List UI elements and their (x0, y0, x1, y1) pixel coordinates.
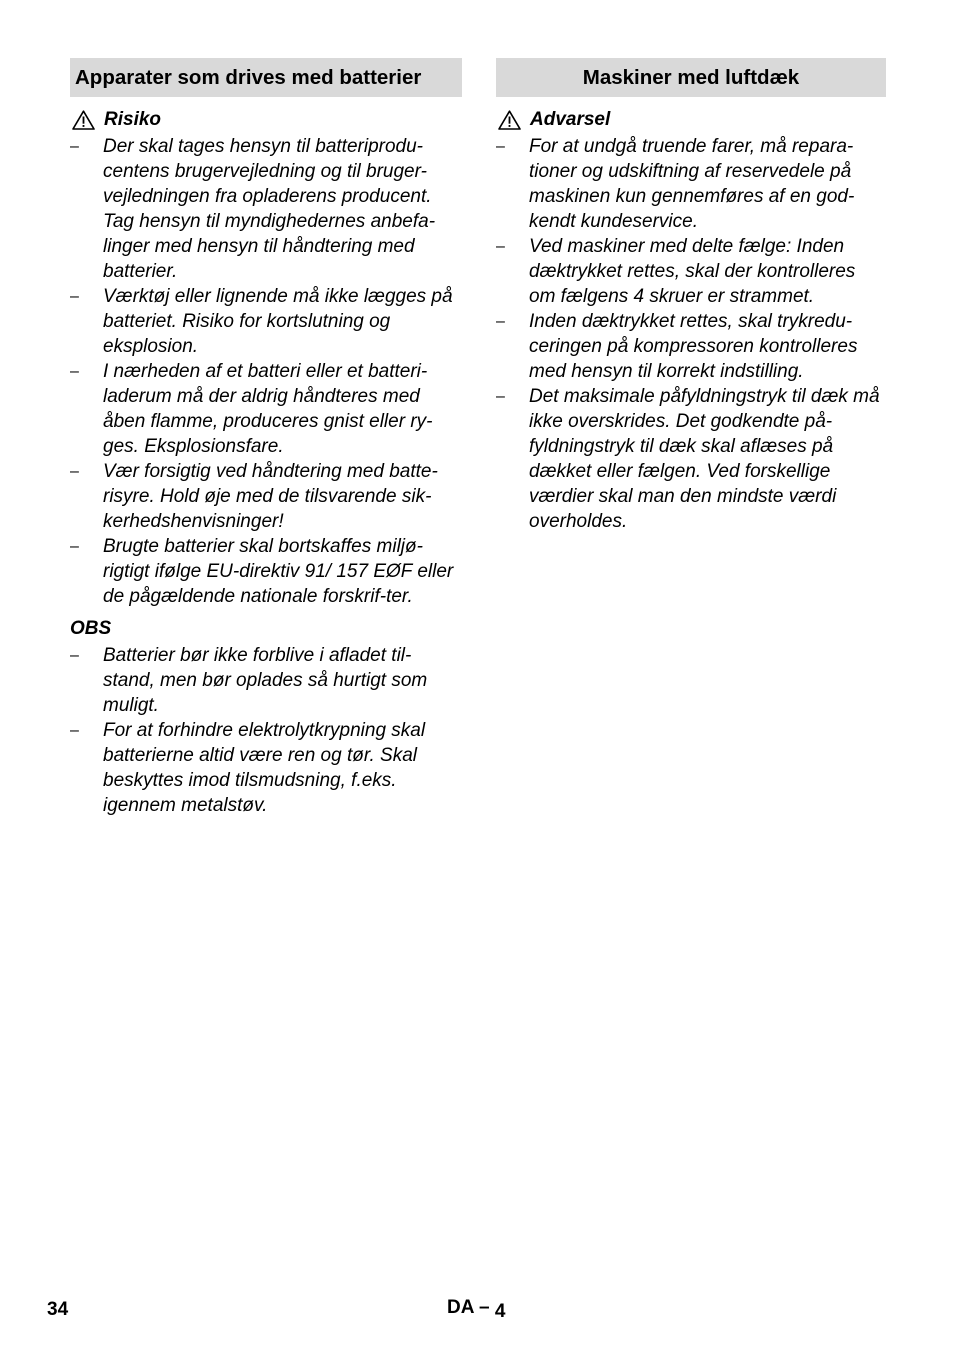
list-item (70, 643, 462, 718)
list-item (70, 534, 462, 609)
dash-bullet: – (70, 138, 79, 155)
left-column (70, 58, 462, 818)
list-item (70, 459, 462, 534)
list-item-text: Der skal tages hensyn til batteriprodu-centens brugervejledning og til bruger-vejledningen fra opladerens producent. Tag hensyn til myndighedernes anbefa-linger med hensyn til håndtering med batterier. (103, 136, 436, 282)
list-item (496, 134, 886, 234)
risk-label: Risiko (104, 109, 162, 130)
list-item-text: Batterier bør ikke forblive i afladet til-stand, men bør oplades så hurtigt som muligt. (103, 645, 428, 716)
warning-triangle-icon (72, 110, 95, 130)
dash-bullet: – (70, 288, 79, 305)
dash-bullet: – (496, 238, 505, 255)
list-item-text: Værktøj eller lignende må ikke lægges på batteriet. Risiko for kortslutning og eksplosion. (103, 286, 453, 357)
dash-bullet: – (70, 722, 79, 739)
risk-list (70, 134, 462, 609)
warning-triangle-icon (498, 110, 521, 130)
list-item (70, 359, 462, 459)
list-item (70, 718, 462, 818)
list-item (70, 134, 462, 284)
dash-bullet: – (70, 647, 79, 664)
dash-bullet: – (70, 538, 79, 555)
dash-bullet: – (70, 463, 79, 480)
section-page-number: 4 (494, 1301, 506, 1322)
risk-heading (70, 108, 462, 132)
section-heading-tyres: Maskiner med luftdæk (496, 58, 886, 97)
warning-label: Advarsel (530, 109, 611, 130)
list-item (496, 234, 886, 309)
list-item-text: Brugte batterier skal bortskaffes miljø-rigtigt ifølge EU-direktiv 91/ 157 EØF eller de pågældende nationale forskrif-ter. (103, 536, 454, 607)
obs-list (70, 643, 462, 818)
list-item (70, 284, 462, 359)
list-item (496, 384, 886, 534)
dash-bullet: – (70, 363, 79, 380)
dash-bullet: – (496, 388, 505, 405)
list-item-text: Inden dæktrykket rettes, skal trykredu-ceringen på kompressoren kontrolleres med hensyn til korrekt indstilling. (529, 311, 858, 382)
section-heading-batteries: Apparater som drives med batterier (70, 58, 462, 97)
obs-heading: OBS (70, 618, 112, 639)
list-item-text: Det maksimale påfyldningstryk til dæk må ikke overskrides. Det godkendte på-fyldningstryk til dæk skal aflæses på dækket eller fælgen. Ved forskellige værdier skal man den mindste værdi overholdes. (529, 386, 880, 532)
section-page-code (447, 1297, 506, 1322)
list-item-text: Ved maskiner med delte fælge: Inden dæktrykket rettes, skal der kontrolleres om fælgens 4 skruer er strammet. (529, 236, 856, 307)
list-item-text: For at undgå truende farer, må repara-tioner og udskiftning af reservedele på maskinen kun gennemføres af en god-kendt kundeservice. (529, 136, 855, 232)
language-code: DA – (447, 1297, 490, 1318)
page-number: 34 (47, 1299, 69, 1320)
warning-list (496, 134, 886, 534)
list-item-text: Vær forsigtig ved håndtering med batte-risyre. Hold øje med de tilsvarende sik-kerhedshenvisninger! (103, 461, 438, 532)
list-item-text: I nærheden af et batteri eller et batteri-laderum må der aldrig håndteres med åben flamme, produceres gnist eller ry-ges. Eksplosionsfare. (103, 361, 433, 457)
dash-bullet: – (496, 138, 505, 155)
list-item-text: For at forhindre elektrolytkrypning skal batterierne altid være ren og tør. Skal beskyttes imod tilsmudsning, f.eks. igennem metalstøv. (103, 720, 426, 816)
list-item (496, 309, 886, 384)
dash-bullet: – (496, 313, 505, 330)
warning-heading (496, 108, 886, 132)
right-column (496, 58, 886, 534)
